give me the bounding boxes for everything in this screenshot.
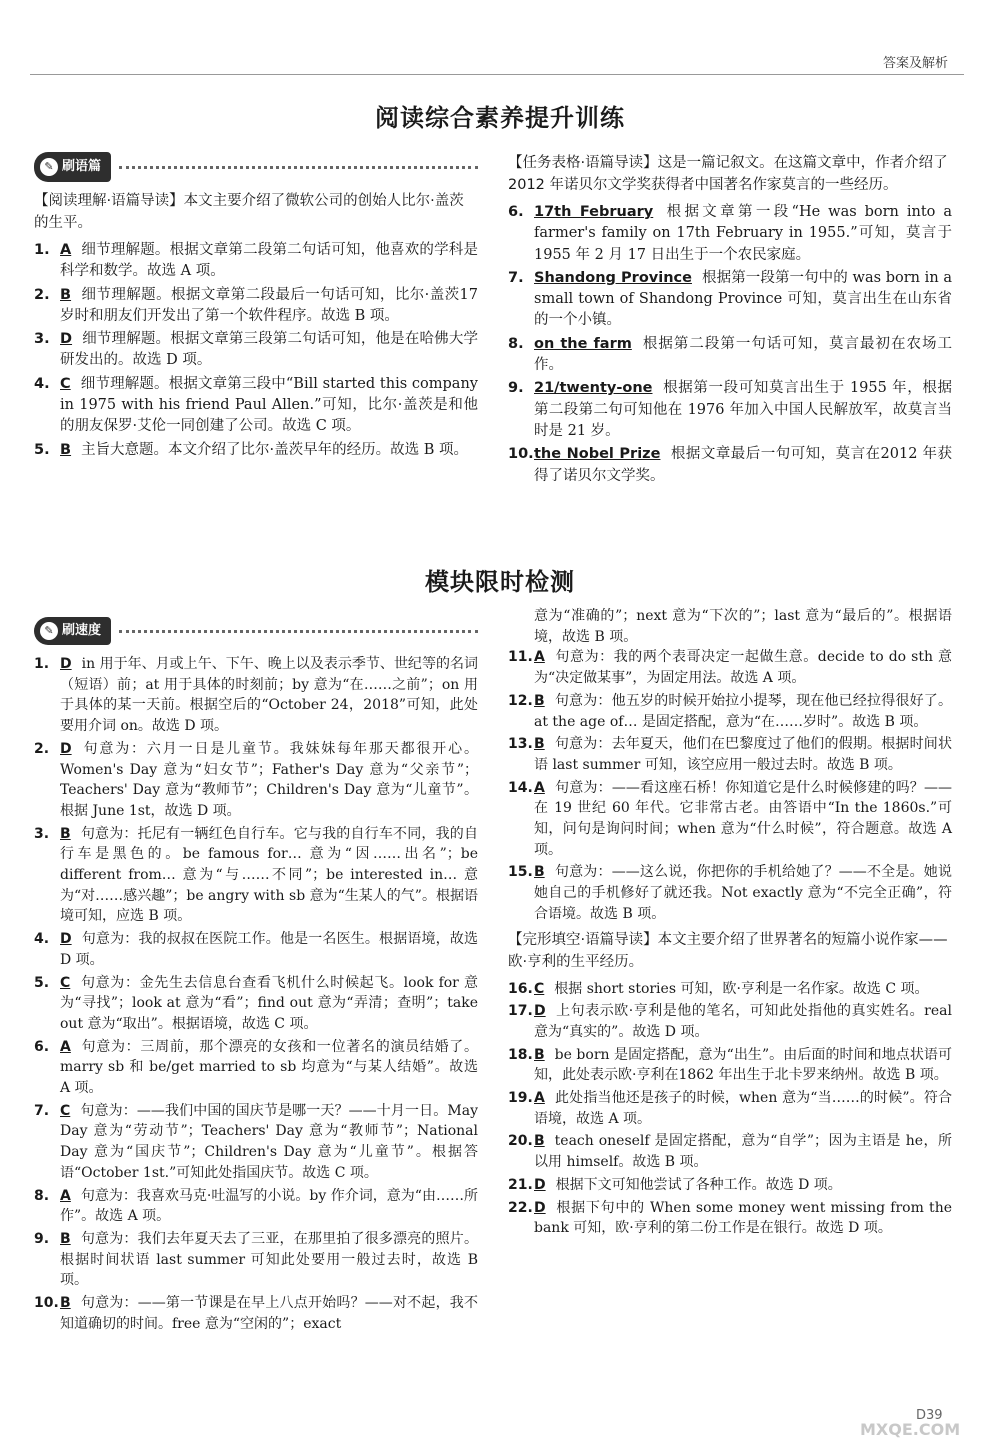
item-number: 4.: [34, 931, 50, 948]
item-body: [534, 334, 952, 377]
item-number: 11.: [508, 649, 533, 666]
item-explanation: 主旨大意题。本文介绍了比尔·盖茨早年的经历。故选 B 项。: [81, 441, 469, 458]
item-explanation: 句意为：我们去年夏天去了三亚，在那里拍了很多漂亮的照片。根据时间状语 last summer 可知此处要用一般过去时，故选 B 项。: [60, 1230, 478, 1289]
section1-left-items: [34, 240, 478, 461]
answer-item: [508, 1045, 952, 1086]
item-explanation: 根据 short stories 可知，欧·亨利是一名作家。故选 C 项。: [554, 980, 929, 997]
answer-item: [34, 973, 478, 1035]
item-explanation: 细节理解题。根据文章第二段第二句话可知，他喜欢的学科是科学和数学。故选 A 项。: [60, 242, 478, 280]
answer-item: [34, 1293, 478, 1334]
item-answer: B: [534, 1046, 545, 1063]
answer-item: [34, 374, 478, 438]
header-rule: [30, 74, 964, 75]
item-body: [534, 444, 952, 487]
answer-item: [34, 240, 478, 283]
item-number: 1.: [34, 242, 50, 258]
item-explanation: 句意为：他五岁的时候开始拉小提琴，现在他已经拉得很好了。at the age of… 是固定搭配，意为“在……岁时”。故选 B 项。: [534, 692, 952, 730]
section1-right-column: [508, 150, 952, 489]
item-explanation: 句意为：六月一日是儿童节。我妹妹每年那天都很开心。Women's Day 意为“妇女节”；Father's Day 意为“父亲节”；Teachers' Day 意为“教师节”；Children's Day 意为“儿童节”。根据 June 1st，故选 D 项。: [60, 740, 478, 819]
section1-label: [34, 150, 478, 184]
answer-item: [34, 1037, 478, 1099]
item-body: [534, 1198, 952, 1239]
section1-right-items: [508, 202, 952, 487]
item-explanation: 细节理解题。根据文章第二段最后一句话可知，比尔·盖茨17 岁时和朋友们开发出了第一个软件程序。故选 B 项。: [60, 286, 478, 324]
item-number: 4.: [34, 375, 50, 392]
item-body: [534, 202, 952, 266]
item-body: [60, 1229, 478, 1291]
item-body: [60, 1101, 478, 1184]
section2-label: [34, 614, 478, 648]
item-explanation: be born 是固定搭配，意为“出生”。由后面的时间和地点状语可知，此处表示欧·亨利在1862 年出生于北卡罗来纳州。故选 B 项。: [534, 1046, 952, 1084]
item-explanation: 细节理解题。根据文章第三段中“Bill started this company in 1975 with his friend Paul Allen.”可知，比尔·盖茨是和他的朋友保罗·艾伦一同创建了公司。故选 C 项。: [60, 375, 478, 435]
item-body: [534, 647, 952, 688]
item-answer: Shandong Province: [534, 269, 692, 286]
page-number: D39: [916, 1408, 943, 1423]
item-answer: B: [534, 1133, 545, 1150]
item-answer: the Nobel Prize: [534, 446, 661, 463]
item-number: 7.: [34, 1102, 50, 1119]
section1-badge: ✎ 刷语篇: [34, 152, 111, 181]
item-answer: D: [60, 740, 72, 757]
answer-item: [508, 378, 952, 442]
item-answer: 21/twenty-one: [534, 380, 653, 397]
item-answer: B: [60, 1295, 71, 1312]
item-body: [60, 240, 478, 283]
item-number: 5.: [34, 441, 50, 458]
watermark-text: MXQE.COM: [860, 1420, 961, 1439]
section2-badge: ✎ 刷速度: [34, 617, 111, 646]
item-body: [60, 1186, 478, 1227]
item-explanation: 句意为：三周前，那个漂亮的女孩和一位著名的演员结婚了。marry sb 和 be/get married to sb 均意为“与某人结婚”。故选 A 项。: [60, 1038, 478, 1097]
item-answer: B: [534, 864, 545, 881]
item-body: [60, 929, 478, 970]
answer-item: [508, 334, 952, 377]
item-body: [60, 1037, 478, 1099]
item-answer: D: [60, 931, 72, 948]
item-number: 2.: [34, 286, 50, 303]
section2-title: 模块限时检测: [425, 568, 575, 596]
item-number: 10.: [34, 1295, 59, 1312]
item-body: [60, 374, 478, 438]
item-body: [534, 1131, 952, 1172]
item-number: 21.: [508, 1176, 533, 1193]
item-explanation: 句意为：我喜欢马克·吐温写的小说。by 作介词，意为“由……所作”。故选 A 项。: [60, 1187, 478, 1225]
answer-item: [34, 739, 478, 822]
item-number: 7.: [508, 269, 524, 286]
item-body: [534, 1045, 952, 1086]
task-intro: 【任务表格·语篇导读】这是一篇记叙文。在这篇文章中，作者介绍了2012 年诺贝尔文学奖获得者中国著名作家莫言的一些经历。: [508, 155, 948, 193]
item-number: 13.: [508, 736, 533, 753]
item-answer: on the farm: [534, 335, 632, 352]
book-icon: ✎: [40, 158, 58, 176]
item-answer: B: [60, 286, 72, 303]
answer-item: [508, 647, 952, 688]
item-answer: A: [60, 1187, 71, 1204]
dotted-divider: [119, 630, 478, 633]
item-explanation: 句意为：托尼有一辆红色自行车。它与我的自行车不同，我的自行车是黑色的。be famous for… 意为“因……出名”；be different from… 意为“与……不同”；be interested in… 意为“对……感兴趣”；be angry with sb 意为“生某人的气”。根据语境可知，应选 B 项。: [60, 825, 478, 925]
item-body: [534, 378, 952, 442]
item-number: 6.: [508, 204, 524, 220]
answer-item: [34, 824, 478, 928]
item-explanation: 根据下句中的 When some money went missing from the bank 可知，欧·亨利的第二份工作是在银行。故选 D 项。: [534, 1199, 952, 1237]
item-answer: 17th February: [534, 204, 654, 220]
item-explanation: in 用于年、月或上午、下午、晚上以及表示季节、世纪等的名词（短语）前；at 用于具体的时刻前；by 意为“在……之前”；on 用于具体的某一天前。根据空后的“October 24，2018”可知，此处要用介词 on。故选 D 项。: [60, 656, 478, 735]
item-number: 2.: [34, 740, 50, 757]
answer-item: [34, 1101, 478, 1184]
item-number: 3.: [34, 331, 50, 348]
answer-item: [508, 862, 952, 924]
item-number: 8.: [34, 1187, 50, 1204]
item-explanation: 根据下文可知他尝试了各种工作。故选 D 项。: [555, 1176, 842, 1193]
item-number: 17.: [508, 1003, 533, 1020]
item-answer: A: [534, 779, 545, 796]
item-body: [534, 778, 952, 861]
item-explanation: 根据第一段可知莫言出生于 1955 年，根据第二段第二句可知他在 1976 年加入中国人民解放军，故莫言当时是 21 岁。: [534, 380, 952, 439]
section1-title: 阅读综合素养提升训练: [375, 104, 625, 132]
item-answer: A: [534, 1090, 545, 1107]
answer-item: [34, 929, 478, 970]
answer-item: [34, 329, 478, 372]
item-answer: A: [534, 649, 545, 666]
item-body: [60, 654, 478, 737]
item-explanation: 句意为：——看这座石桥！你知道它是什么时候修建的吗？——在 19 世纪 60 年代。它非常古老。由答语中“In the 1860s.”可知，问句是询问时间；when 意为“什么时候”，符合题意。故选 A 项。: [534, 779, 952, 858]
reading-intro: 【阅读理解·语篇导读】本文主要介绍了微软公司的创始人比尔·盖茨的生平。: [34, 193, 464, 231]
item-answer: B: [60, 825, 71, 842]
item-body: [534, 1001, 952, 1042]
item-number: 3.: [34, 825, 50, 842]
item-answer: A: [60, 242, 72, 258]
item-explanation: 根据第二段第一句话可知，莫言最初在农场工作。: [534, 335, 952, 374]
item-number: 1.: [34, 656, 50, 672]
dotted-divider: [119, 166, 478, 169]
item-answer: A: [60, 1038, 71, 1055]
section2-right-items: [508, 647, 952, 924]
answer-item: [508, 202, 952, 266]
item-body: [534, 1175, 952, 1196]
item-explanation: 句意为：去年夏天，他们在巴黎度过了他们的假期。根据时间状语 last summer 可知，该空应用一般过去时。故选 B 项。: [534, 736, 952, 773]
item-answer: C: [60, 974, 71, 991]
section2-left-items: [34, 654, 478, 1335]
item-body: [60, 285, 478, 328]
answer-item: [34, 440, 478, 461]
answer-item: [508, 444, 952, 487]
item-number: 18.: [508, 1046, 533, 1063]
item-explanation: 句意为：——我们中国的国庆节是哪一天？——十月一日。May Day 意为“劳动节”；Teachers' Day 意为“教师节”；National Day 意为“国庆节”；Children's Day 意为“儿童节”。根据答语“October 1st.”可知此处指国庆节。故选 C 项。: [60, 1102, 478, 1181]
item-body: [534, 734, 952, 775]
item-body: [60, 329, 478, 372]
cloze-intro: 【完形填空·语篇导读】本文主要介绍了世界著名的短篇小说作家——欧·亨利的生平经历。: [508, 931, 948, 970]
item-explanation: 根据文章最后一句可知，莫言在2012 年获得了诺贝尔文学奖。: [534, 446, 952, 484]
item-body: [534, 1088, 952, 1129]
corner-label: 答案及解析: [882, 56, 948, 71]
item-answer: C: [534, 980, 545, 997]
item-body: [534, 862, 952, 924]
item-answer: D: [534, 1176, 546, 1193]
item-answer: D: [60, 656, 72, 672]
item-explanation: 上句表示欧·亨利是他的笔名，可知此处指他的真实姓名。real 意为“真实的”。故选 D 项。: [534, 1003, 952, 1040]
answer-item: [508, 734, 952, 775]
item-number: 10.: [508, 446, 534, 463]
item-body: [534, 268, 952, 332]
answer-item: [508, 1131, 952, 1172]
item-explanation: 句意为：我的叔叔在医院工作。他是一名医生。根据语境，故选 D 项。: [60, 931, 478, 968]
section2-right-items2: [508, 979, 952, 1239]
section2-right-column: [508, 606, 952, 1241]
item-body: [534, 979, 952, 1000]
answer-item: [508, 1001, 952, 1042]
continued-text: 意为“准确的”；next 意为“下次的”；last 意为“最后的”。根据语境，故选 B 项。: [534, 608, 952, 645]
item-number: 6.: [34, 1038, 50, 1055]
answer-item: [508, 1175, 952, 1196]
answer-item: [508, 778, 952, 861]
item-explanation: 句意为：——这么说，你把你的手机给她了？——不全是。她说她自己的手机修好了就还我。Not exactly 意为“不完全正确”，符合语境。故选 B 项。: [534, 864, 952, 922]
item-answer: D: [534, 1003, 546, 1020]
item-answer: C: [60, 1102, 71, 1119]
item-number: 9.: [34, 1230, 50, 1247]
item-body: [60, 440, 478, 461]
item-explanation: teach oneself 是固定搭配，意为“自学”；因为主语是 he，所以用 himself。故选 B 项。: [534, 1133, 952, 1171]
item-body: [60, 739, 478, 822]
item-body: [60, 824, 478, 928]
answer-item: [508, 979, 952, 1000]
item-answer: B: [534, 692, 545, 709]
item-body: [60, 1293, 478, 1334]
item-number: 12.: [508, 692, 533, 709]
item-number: 20.: [508, 1133, 533, 1150]
item-body: [60, 973, 478, 1035]
answer-item: [34, 654, 478, 737]
item-number: 15.: [508, 864, 533, 881]
item-number: 8.: [508, 335, 524, 352]
answer-item: [34, 285, 478, 328]
item-number: 14.: [508, 779, 533, 796]
item-answer: D: [534, 1199, 546, 1216]
item-explanation: 根据文章第一段“He was born into a farmer's family on 17th February in 1955.”可知，莫言于1955 年 2 月 17 日出生于一个农民家庭。: [534, 204, 952, 263]
answer-item: [34, 1186, 478, 1227]
item-explanation: 句意为：——第一节课是在早上八点开始吗？——对不起，我不知道确切的时间。free 意为“空闲的”；exact: [60, 1295, 478, 1332]
item-answer: B: [60, 1230, 71, 1247]
item-explanation: 句意为：我的两个表哥决定一起做生意。decide to do sth 意为“决定做某事”，为固定用法。故选 A 项。: [534, 649, 952, 687]
book-icon: ✎: [40, 622, 58, 640]
item-answer: B: [534, 736, 545, 753]
item-explanation: 句意为：金先生去信息台查看飞机什么时候起飞。look for 意为“寻找”；look at 意为“看”；find out 意为“弄清；查明”；take out 意为“取出”。根据语境，故选 C 项。: [60, 974, 478, 1032]
answer-item: [508, 268, 952, 332]
item-number: 22.: [508, 1199, 533, 1216]
item-answer: B: [60, 441, 72, 458]
item-number: 9.: [508, 380, 524, 397]
section2-left-column: [34, 614, 478, 1337]
item-number: 19.: [508, 1090, 533, 1107]
item-explanation: 根据第一段第一句中的 was born in a small town of Shandong Province 可知，莫言出生在山东省的一个小镇。: [534, 269, 952, 329]
answer-item: [508, 1088, 952, 1129]
item-answer: C: [60, 375, 71, 392]
section1-left-column: [34, 150, 478, 463]
item-number: 5.: [34, 974, 50, 991]
answer-item: [508, 1198, 952, 1239]
item-number: 16.: [508, 980, 533, 997]
item-explanation: 细节理解题。根据文章第三段第二句话可知，他是在哈佛大学研发出的。故选 D 项。: [60, 331, 478, 369]
item-explanation: 此处指当他还是孩子的时候，when 意为“当……的时候”。符合语境，故选 A 项。: [534, 1090, 952, 1127]
answer-item: [508, 691, 952, 732]
answer-item: [34, 1229, 478, 1291]
item-answer: D: [60, 331, 73, 348]
item-body: [534, 691, 952, 732]
